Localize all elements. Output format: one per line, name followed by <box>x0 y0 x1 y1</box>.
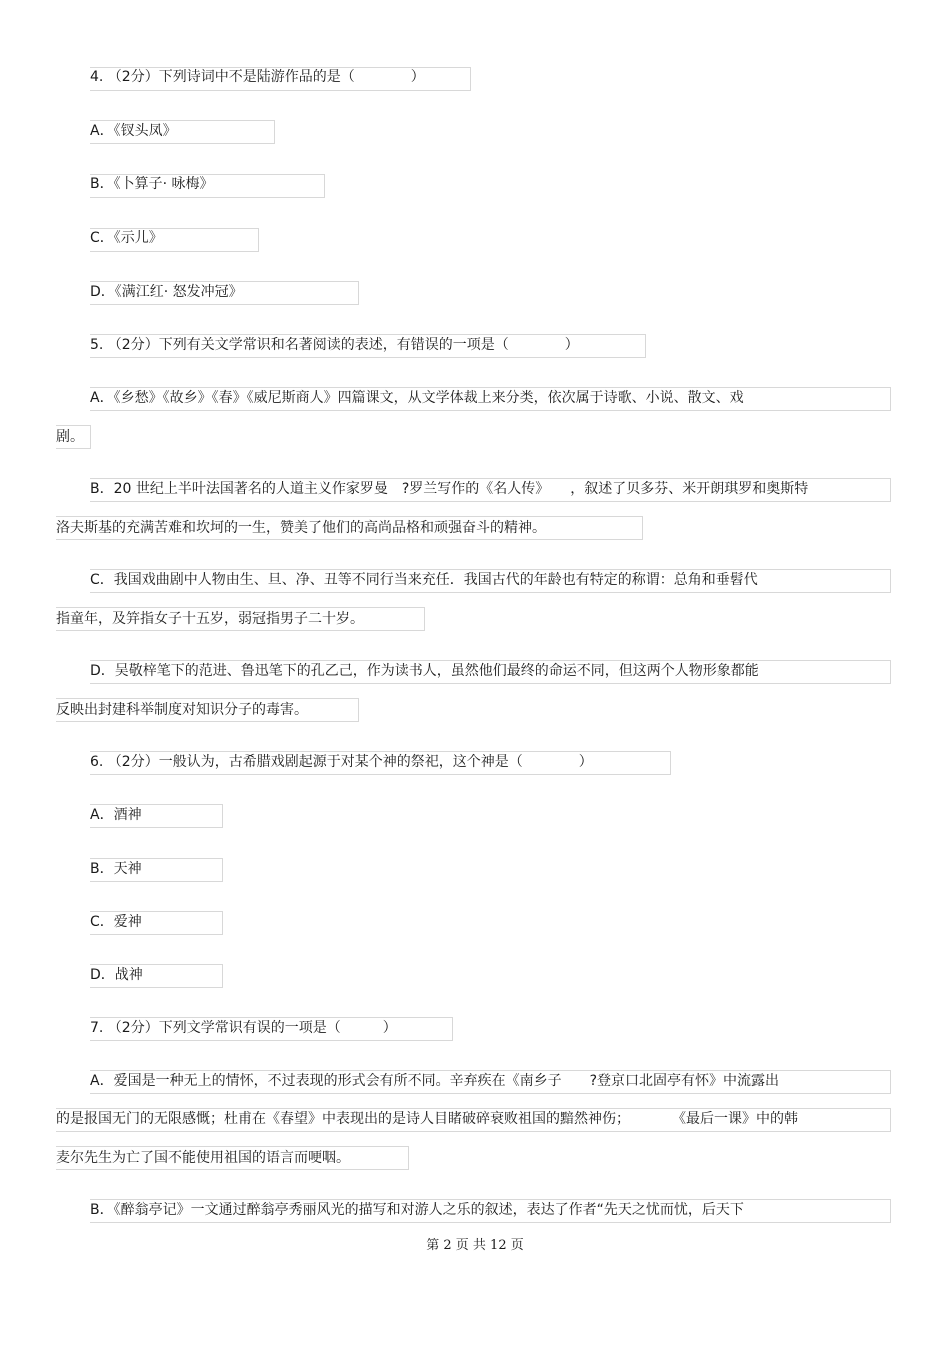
q7-option-a-line2: 的是报国无门的无限感慨；杜甫在《春望》中表现出的是诗人目睹破碎衰败祖国的黯然神伤； 《最后一课》中的韩 <box>56 1111 798 1127</box>
q4-option-d: D．《满江红· 怒发冲冠》 <box>90 284 243 300</box>
q4-option-a: A．《钗头凤》 <box>90 123 177 139</box>
q6-option-d: D．战神 <box>90 967 143 983</box>
q6-stem: 6. （2分）一般认为，古希腊戏剧起源于对某个神的祭祀，这个神是（ ） <box>90 754 593 770</box>
q7-option-a-line3: 麦尔先生为亡了国不能使用祖国的语言而哽咽。 <box>56 1150 350 1166</box>
q6-option-a: A．酒神 <box>90 807 142 823</box>
q6-option-c: C．爱神 <box>90 914 142 930</box>
q4-option-c: C．《示儿》 <box>90 230 163 246</box>
page-number-footer: 第 2 页 共 12 页 <box>426 1238 524 1253</box>
q5-option-d-line2: 反映出封建科举制度对知识分子的毒害。 <box>56 702 308 718</box>
q7-option-b-line1: B．《醉翁亭记》一文通过醉翁亭秀丽风光的描写和对游人之乐的叙述，表达了作者“先天之忧而忧，后天下 <box>90 1202 744 1218</box>
q7-stem: 7. （2分）下列文学常识有误的一项是（ ） <box>90 1020 397 1036</box>
q5-option-b-line1: B．20 世纪上半叶法国著名的人道主义作家罗曼 ?罗兰写作的《名人传》 ，叙述了贝多芬、米开朗琪罗和奥斯特 <box>90 481 809 497</box>
q5-option-c-line2: 指童年，及笄指女子十五岁，弱冠指男子二十岁。 <box>56 611 364 627</box>
q6-option-b: B．天神 <box>90 861 142 877</box>
q5-option-a-line1: A．《乡愁》《故乡》《春》《威尼斯商人》四篇课文，从文学体裁上来分类，依次属于诗歌、小说、散文、戏 <box>90 390 744 406</box>
q7-option-a-line1: A．爱国是一种无上的情怀，不过表现的形式会有所不同。辛弃疾在《南乡子 ?登京口北固亭有怀》中流露出 <box>90 1073 780 1089</box>
q5-option-c-line1: C．我国戏曲剧中人物由生、旦、净、丑等不同行当来充任．我国古代的年龄也有特定的称谓：总角和垂髫代 <box>90 572 758 588</box>
q5-option-b-line2: 洛夫斯基的充满苦难和坎坷的一生，赞美了他们的高尚品格和顽强奋斗的精神。 <box>56 520 546 536</box>
q4-option-b: B．《卜算子· 咏梅》 <box>90 176 214 192</box>
q4-stem: 4. （2分）下列诗词中不是陆游作品的是（ ） <box>90 69 425 85</box>
q5-option-a-line2: 剧。 <box>56 429 84 445</box>
q5-stem: 5. （2分）下列有关文学常识和名著阅读的表述，有错误的一项是（ ） <box>90 337 579 353</box>
q5-option-d-line1: D．吴敬梓笔下的范进、鲁迅笔下的孔乙己，作为读书人，虽然他们最终的命运不同，但这两个人物形象都能 <box>90 663 759 679</box>
